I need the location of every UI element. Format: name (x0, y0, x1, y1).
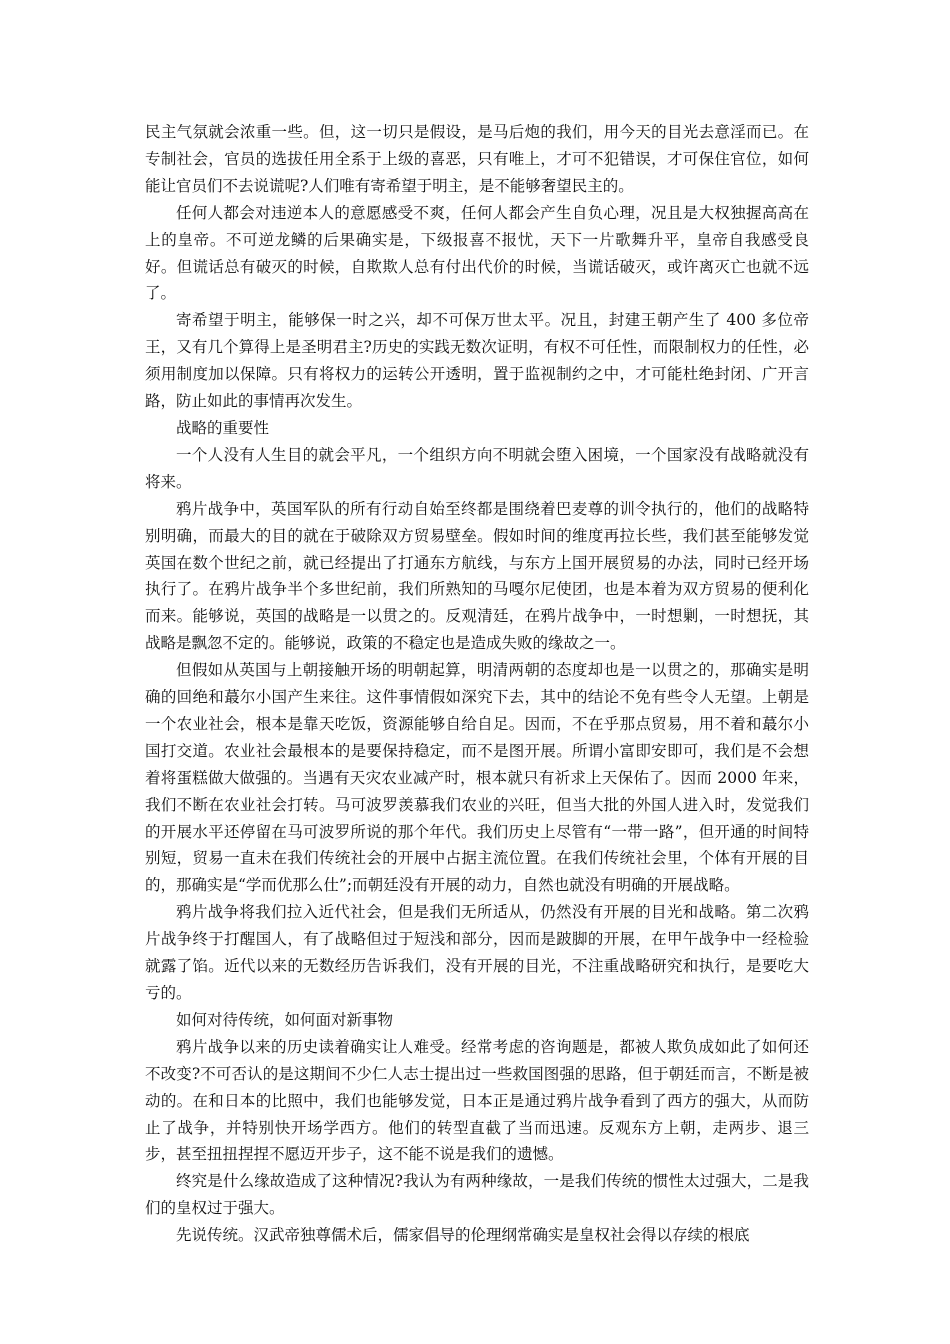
paragraph: 鸦片战争将我们拉入近代社会，但是我们无所适从，仍然没有开展的目光和战略。第二次鸦片战争终于打醒国人，有了战略但过于短浅和部分，因而是跛脚的开展，在甲午战争中一经检验就露了馅。近代以来的无数经历告诉我们，没有开展的目光，不注重战略研究和执行，是要吃大亏的。 (145, 903, 809, 1002)
paragraph: 鸦片战争以来的历史读着确实让人难受。经常考虑的咨询题是，都被人欺负成如此了如何还不改变?不可否认的是这期间不少仁人志士提出过一些救国图强的思路，但于朝廷而言，不断是被动的。在和日本的比照中，我们也能够发觉，日本正是通过鸦片战争看到了西方的强大，从而防止了战争，并特别快开场学西方。他们的转型直截了当而迅速。反观东方上朝，走两步、退三步，甚至扭扭捏捏不愿迈开步子，这不能不说是我们的遗憾。 (145, 1037, 809, 1164)
paragraph: 一个人没有人生目的就会平凡，一个组织方向不明就会堕入困境，一个国家没有战略就没有将来。 (145, 445, 809, 491)
paragraph: 终究是什么缘故造成了这种情况?我认为有两种缘故，一是我们传统的惯性太过强大，二是我们的皇权过于强大。 (145, 1172, 809, 1218)
document-page (145, 119, 809, 1249)
paragraph: 先说传统。汉武帝独尊儒术后，儒家倡导的伦理纲常确实是皇权社会得以存续的根底 (176, 1226, 750, 1245)
paragraph: 但假如从英国与上朝接触开场的明朝起算，明清两朝的态度却也是一以贯之的，那确实是明确的回绝和蕞尔小国产生来往。这件事情假如深究下去，其中的结论不免有些令人无望。上朝是一个农业社会，根本是靠天吃饭，资源能够自给自足。因而，不在乎那点贸易，用不着和蕞尔小国打交道。农业社会最根本的是要保持稳定，而不是图开展。所谓小富即安即可，我们是不会想着将蛋糕做大做强的。当遇有天灾农业减产时，根本就只有祈求上天保佑了。因而 2000 年来，我们不断在农业社会打转。马可波罗羡慕我们农业的兴旺，但当大批的外国人进入时，发觉我们的开展水平还停留在马可波罗所说的那个年代。我们历史上尽管有“一带一路”，但开通的时间特别短，贸易一直未在我们传统社会的开展中占据主流位置。在我们传统社会里，个体有开展的目的，那确实是“学而优那么仕”;而朝廷没有开展的动力，自然也就没有明确的开展战略。 (145, 661, 809, 895)
paragraph: 鸦片战争中，英国军队的所有行动自始至终都是围绕着巴麦尊的训令执行的，他们的战略特别明确，而最大的目的就在于破除双方贸易壁垒。假如时间的维度再拉长些，我们甚至能够发觉英国在数个世纪之前，就已经提出了打通东方航线，与东方上国开展贸易的办法，同时已经开场执行了。在鸦片战争半个多世纪前，我们所熟知的马嘎尔尼使团，也是本着为双方贸易的便利化而来。能够说，英国的战略是一以贯之的。反观清廷，在鸦片战争中，一时想剿，一时想抚，其战略是飘忽不定的。能够说，政策的不稳定也是造成失败的缘故之一。 (145, 499, 809, 653)
section-heading-tradition: 如何对待传统，如何面对新事物 (176, 1010, 394, 1029)
section-heading-strategy: 战略的重要性 (176, 418, 270, 437)
paragraph-continuation: 民主气氛就会浓重一些。但，这一切只是假设，是马后炮的我们，用今天的目光去意淫而已。在专制社会，官员的选拔任用全系于上级的喜恶，只有唯上，才可不犯错误，才可保住官位，如何能让官员们不去说谎呢?人们唯有寄希望于明主，是不能够奢望民主的。 (145, 123, 809, 195)
paragraph: 寄希望于明主，能够保一时之兴，却不可保万世太平。况且，封建王朝产生了 400 多位帝王，又有几个算得上是圣明君主?历史的实践无数次证明，有权不可任性，而限制权力的任性，必须用制度加以保障。只有将权力的运转公开透明，置于监视制约之中，才可能杜绝封闭、广开言路，防止如此的事情再次发生。 (145, 311, 809, 411)
paragraph: 任何人都会对违逆本人的意愿感受不爽，任何人都会产生自负心理，况且是大权独握高高在上的皇帝。不可逆龙鳞的后果确实是，下级报喜不报忧，天下一片歌舞升平，皇帝自我感受良好。但谎话总有破灭的时候，自欺欺人总有付出代价的时候，当谎话破灭，或许离灭亡也就不远了。 (145, 203, 809, 303)
